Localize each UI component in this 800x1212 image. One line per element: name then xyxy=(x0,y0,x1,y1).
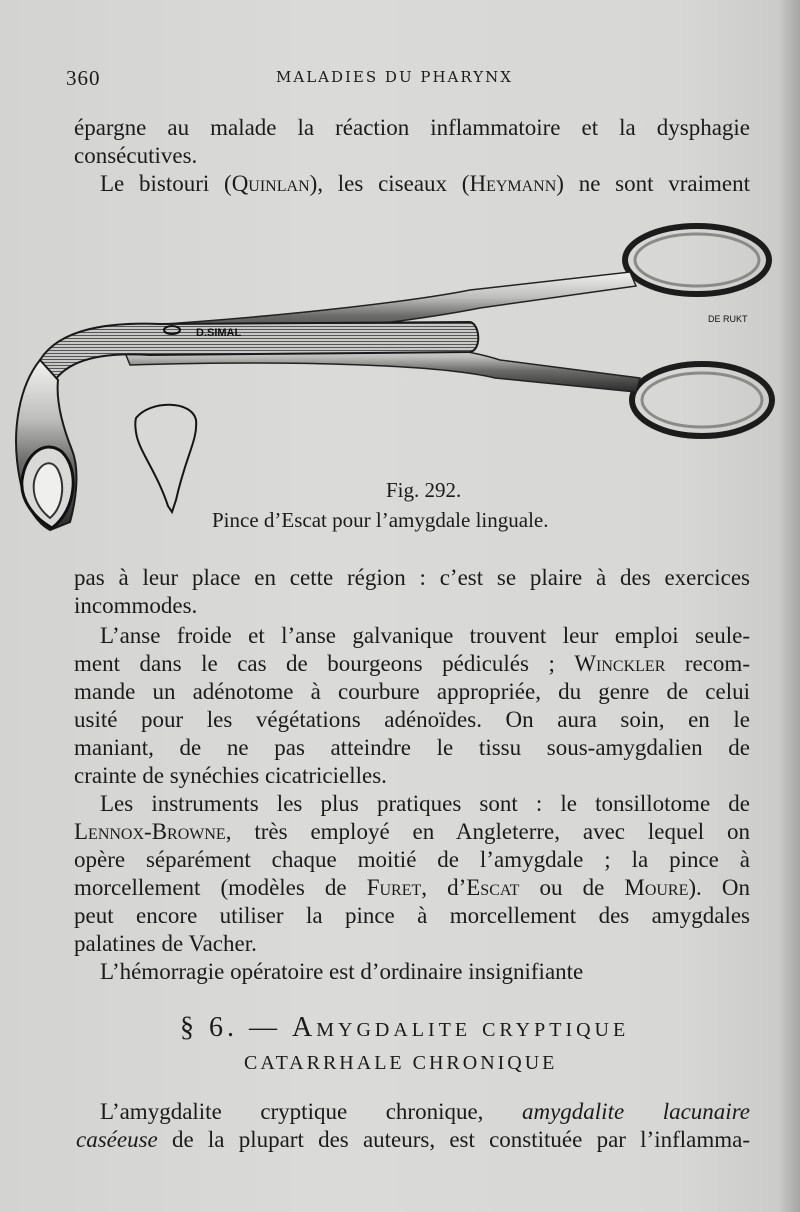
figure-caption: Pince d’Escat pour l’amygdale linguale. xyxy=(212,508,549,532)
page-number: 360 xyxy=(66,66,101,90)
text-line: crainte de synéchies cicatricielles. xyxy=(74,763,387,788)
section-subheading: CATARRHALE CHRONIQUE xyxy=(244,1052,558,1074)
text-line: L’hémorragie opératoire est d’ordinaire insignifiante xyxy=(100,959,584,984)
figure-number: Fig. 292. xyxy=(386,478,462,502)
text-line: consécutives. xyxy=(74,143,198,168)
text-line: Le bistouri (Quinlan), les ciseaux (Heymann) ne sont vraiment xyxy=(100,171,750,196)
section-heading: § 6. — Amygdalite cryptique xyxy=(180,1012,630,1043)
text-line: maniant, de ne pas atteindre le tissu sous-amygdalien de xyxy=(74,735,750,760)
text-line: pas à leur place en cette région : c’est se plaire à des exercices xyxy=(74,565,750,590)
author-name: Escat xyxy=(466,875,520,900)
author-name: Quinlan xyxy=(231,171,310,196)
text-line: opère séparément chaque moitié de l’amygdale ; la pince à xyxy=(74,847,750,872)
text-line: L’amygdalite cryptique chronique, amygdalite lacunaire xyxy=(100,1099,750,1124)
running-title: MALADIES DU PHARYNX xyxy=(276,68,513,86)
author-name: Lennox-Browne xyxy=(74,819,226,844)
author-name: Winckler xyxy=(574,651,666,676)
page-header xyxy=(66,66,746,96)
engraving-mark: D.SIMAL xyxy=(196,327,242,339)
page-edge-shadow xyxy=(778,0,800,1212)
text-line: morcellement (modèles de Furet, d’Escat ou de Moure). On xyxy=(74,875,750,900)
text-line: caséeuse de la plupart des auteurs, est constituée par l’inflamma- xyxy=(76,1127,750,1152)
text-line: ment dans le cas de bourgeons pédiculés ; Winckler recom- xyxy=(74,651,750,676)
engraver-signature: DE RUKT xyxy=(708,314,748,324)
author-name: Furet xyxy=(366,875,422,900)
text-line: Lennox-Browne, très employé en Angleterre, avec lequel on xyxy=(74,819,750,844)
text-line: peut encore utiliser la pince à morcellement des amygdales xyxy=(74,903,750,928)
text-line: L’anse froide et l’anse galvanique trouvent leur emploi seule- xyxy=(100,623,750,648)
text-line: palatines de Vacher. xyxy=(74,931,257,956)
text-line: mande un adénotome à courbure appropriée, du genre de celui xyxy=(74,679,750,704)
text-line: usité pour les végétations adénoïdes. On aura soin, en le xyxy=(74,707,750,732)
author-name: Heymann xyxy=(469,171,557,196)
text-line: incommodes. xyxy=(74,593,198,618)
jaw-cross-section xyxy=(135,405,196,512)
text-line: épargne au malade la réaction inflammatoire et la dysphagie xyxy=(74,115,750,140)
text-line: Les instruments les plus pratiques sont : le tonsillotome de xyxy=(100,791,750,816)
author-name: Moure xyxy=(624,875,689,900)
